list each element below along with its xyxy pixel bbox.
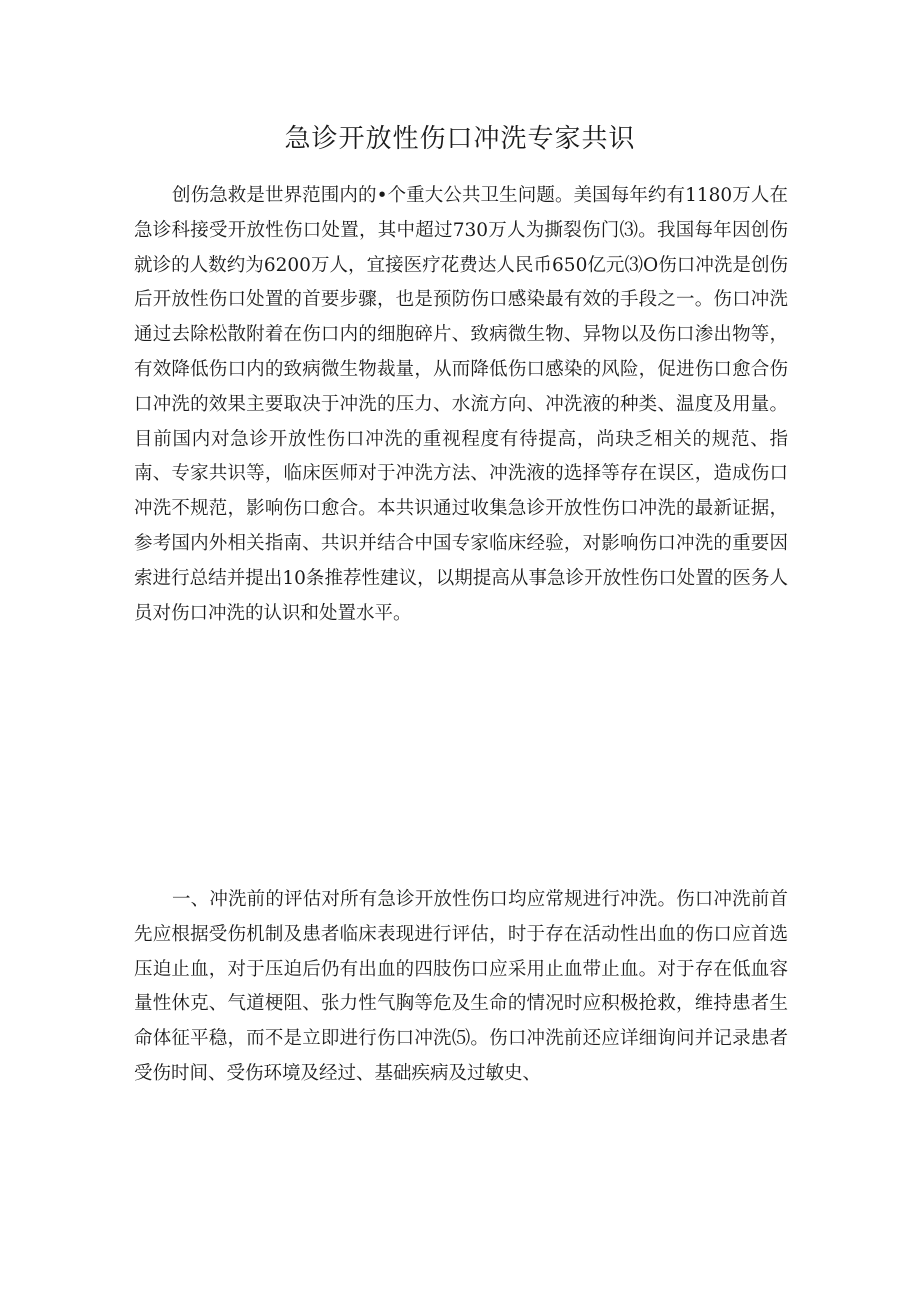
body-paragraph-section-1: 一、冲洗前的评估对所有急诊开放性伤口均应常规进行冲洗。伤口冲洗前首先应根据受伤机制及患者临床表现进行评估，时于存在活动性出血的伤口应首选压迫止血，对于压迫后仍有出血的四肢伤口应采用止血带止血。对于存在低血容量性休克、气道梗阻、张力性气胸等危及生命的情况时应积极抢救，维持患者生命体征平稳，而不是立即进行伤口冲洗⑸。伤口冲洗前还应详细询问并记录患者受伤时间、受伤环境及经过、基础疾病及过敏史、 xyxy=(134,889,788,1084)
document-title: 急诊开放性伤口冲洗专家共识 xyxy=(284,124,636,154)
body-paragraph-intro: 创伤急救是世界范围内的•个重大公共卫生问题。美国每年约有1180万人在急诊科接受开放性伤口处置，其中超过730万人为撕裂伤门⑶。我国每年因创伤就诊的人数约为6200万人，宜接医疗花费达人民币650亿元⑶O伤口冲洗是创伤后开放性伤口处置的首要步骤，也是预防伤口感染最有效的手段之一。伤口冲洗通过去除松散附着在伤口内的细胞碎片、致病微生物、异物以及伤口渗出物等，有效降低伤口内的致病微生物裁量，从而降低伤口感染的风险，促进伤口愈合伤口冲洗的效果主要取决于冲洗的压力、水流方向、冲洗液的种类、温度及用量。目前国内对急诊开放性伤口冲洗的重视程度有待提高，尚玦乏相关的规范、指南、专家共识等，临床医师对于冲洗方法、冲洗液的选择等存在误区，造成伤口冲洗不规范，影响伤口愈合。本共识通过收集急诊开放性伤口冲洗的最新证据，参考国内外相关指南、共识并结合中国专家临床经验，对影响伤口冲洗的重要因索进行总结并提出10条推荐性建议，以期提高从事急诊开放性伤口处置的医务人员对伤口冲洗的认识和处置水平。 xyxy=(134,185,788,624)
